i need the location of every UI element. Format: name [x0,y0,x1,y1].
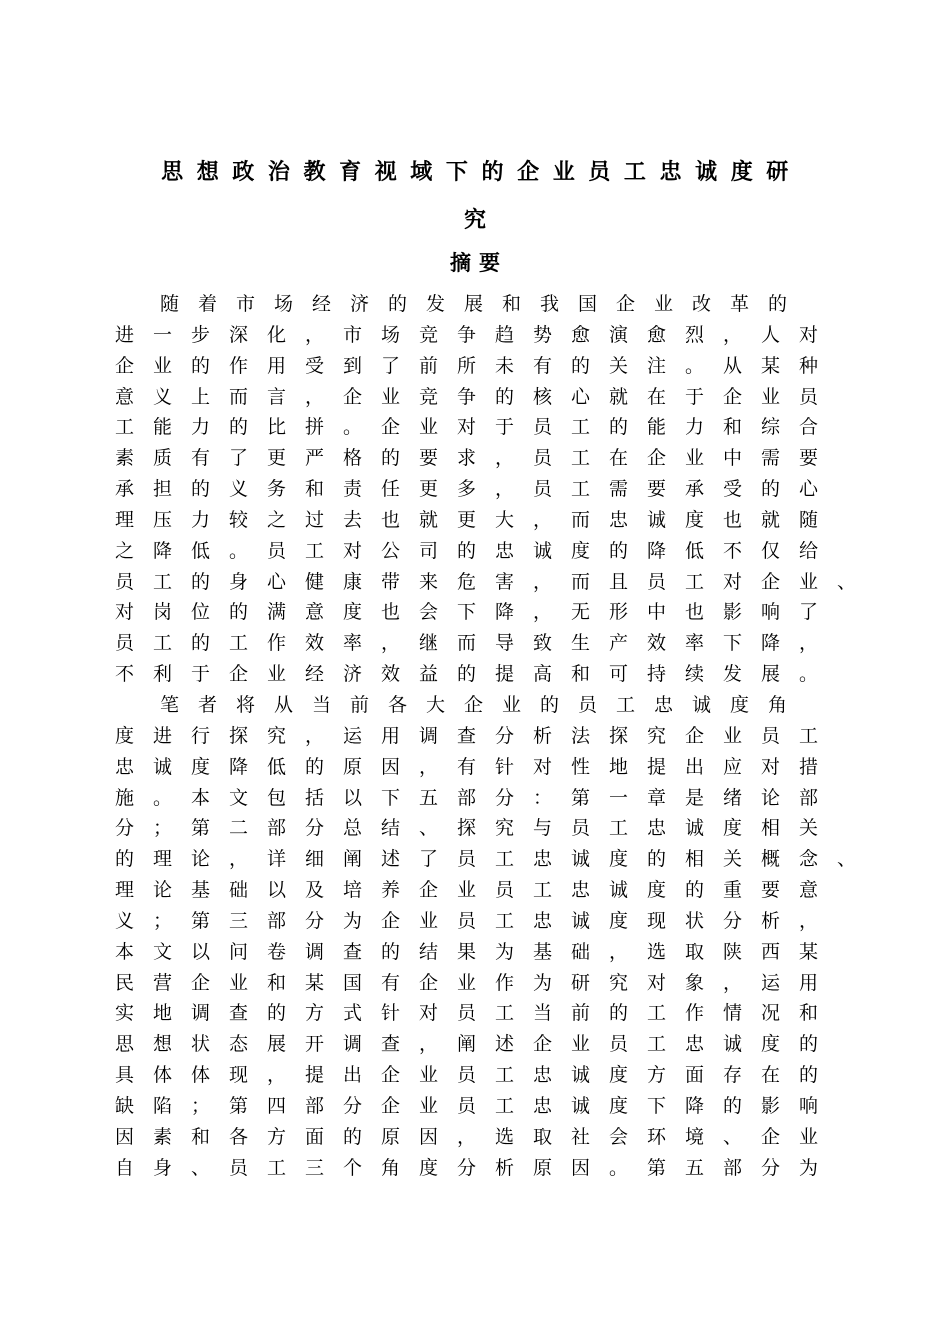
abstract-line: 对 岗 位 的 满 意 度 也 会 下 降 ， 无 形 中 也 影 响 了 [115,601,819,624]
abstract-line: 自 身 、 员 工 三 个 角 度 分 析 原 因 。 第 五 部 分 为 [115,1156,819,1179]
abstract-line: 进 一 步 深 化 ， 市 场 竞 争 趋 势 愈 演 愈 烈 ， 人 对 [115,323,819,346]
abstract-line: 因 素 和 各 方 面 的 原 因 ， 选 取 社 会 环 境 、 企 业 [115,1125,819,1148]
abstract-line: 笔 者 将 从 当 前 各 大 企 业 的 员 工 忠 诚 度 角 [160,693,788,716]
abstract-line: 施 。 本 文 包 括 以 下 五 部 分 ： 第 一 章 是 绪 论 部 [115,786,819,809]
abstract-line: 思 想 状 态 展 开 调 查 ， 阐 述 企 业 员 工 忠 诚 度 的 [115,1033,819,1056]
abstract-line: 之 降 低 。 员 工 对 公 司 的 忠 诚 度 的 降 低 不 仅 给 [115,539,819,562]
abstract-line: 忠 诚 度 降 低 的 原 因 ， 有 针 对 性 地 提 出 应 对 措 [115,755,819,778]
abstract-heading: 摘要 [450,251,508,275]
abstract-line: 本 文 以 问 卷 调 查 的 结 果 为 基 础 ， 选 取 陕 西 某 [115,940,819,963]
abstract-line: 的 理 论 ， 详 细 阐 述 了 员 工 忠 诚 度 的 相 关 概 念 、 [115,848,857,871]
abstract-line: 缺 陷 ； 第 四 部 分 企 业 员 工 忠 诚 度 下 降 的 影 响 [115,1094,819,1117]
abstract-line: 民 营 企 业 和 某 国 有 企 业 作 为 研 究 对 象 ， 运 用 [115,971,819,994]
abstract-line: 工 能 力 的 比 拼 。 企 业 对 于 员 工 的 能 力 和 综 合 [115,416,819,439]
document-title-line-1: 思想政治教育视域下的企业员工忠诚度研 [161,160,802,185]
abstract-line: 具 体 体 现 ， 提 出 企 业 员 工 忠 诚 度 方 面 存 在 的 [115,1064,819,1087]
abstract-line: 企 业 的 作 用 受 到 了 前 所 未 有 的 关 注 。 从 某 种 [115,354,819,377]
abstract-line: 不 利 于 企 业 经 济 效 益 的 提 高 和 可 持 续 发 展 。 [115,663,819,686]
abstract-line: 意 义 上 而 言 ， 企 业 竞 争 的 核 心 就 在 于 企 业 员 [115,385,819,408]
abstract-line: 员 工 的 身 心 健 康 带 来 危 害 ， 而 且 员 工 对 企 业 、 [115,570,857,593]
abstract-line: 义 ； 第 三 部 分 为 企 业 员 工 忠 诚 度 现 状 分 析 ， [115,909,819,932]
abstract-line: 员 工 的 工 作 效 率 ， 继 而 导 致 生 产 效 率 下 降 ， [115,632,819,655]
abstract-line: 分 ； 第 二 部 分 总 结 、 探 究 与 员 工 忠 诚 度 相 关 [115,817,819,840]
abstract-body [115,289,857,1183]
abstract-line: 实 地 调 查 的 方 式 针 对 员 工 当 前 的 工 作 情 况 和 [115,1002,819,1025]
abstract-line: 承 担 的 义 务 和 责 任 更 多 ， 员 工 需 要 承 受 的 心 [115,478,819,501]
abstract-line: 理 论 基 础 以 及 培 养 企 业 员 工 忠 诚 度 的 重 要 意 [115,879,819,902]
abstract-line: 素 质 有 了 更 严 格 的 要 求 ， 员 工 在 企 业 中 需 要 [115,447,819,470]
abstract-line: 度 进 行 探 究 ， 运 用 调 查 分 析 法 探 究 企 业 员 工 [115,724,819,747]
abstract-line: 随 着 市 场 经 济 的 发 展 和 我 国 企 业 改 革 的 [160,293,788,315]
abstract-line: 理 压 力 较 之 过 去 也 就 更 大 ， 而 忠 诚 度 也 就 随 [115,508,819,531]
document-title-line-2: 究 [463,208,486,233]
